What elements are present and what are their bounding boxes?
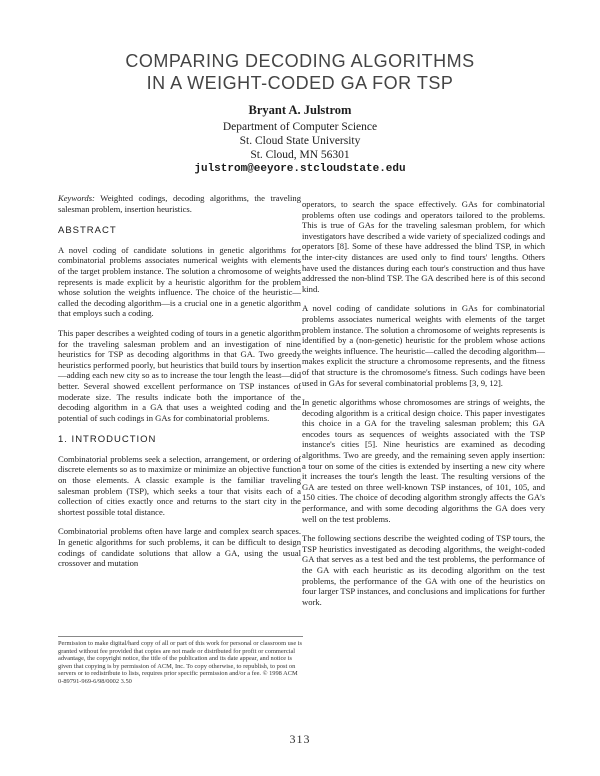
keywords-text: Weighted codings, decoding algorithms, the traveling salesman problem, insertion heuristics. xyxy=(58,193,301,214)
left-column xyxy=(58,193,301,578)
introduction-paragraph: Combinatorial problems seek a selection, arrangement, or ordering of discrete elements so as to maximize or minimize an objective function on those elements. A classic example is the familiar traveling salesman problem (TSP), which seeks a tour that visits each of a collection of cities exactly once and returns to the start city in the shortest possible total distance. xyxy=(58,453,301,517)
abstract-heading: ABSTRACT xyxy=(58,225,117,237)
introduction-heading: 1. INTRODUCTION xyxy=(58,434,157,446)
body-paragraph: In genetic algorithms whose chromosomes are strings of weights, the decoding algorithm is a critical design choice. This paper investigates this choice in a GA for the traveling salesman problem; this GA encodes tours as sequences of weights associated with the TSP instance's cities [5]. Nine heuristics are examined as decoding algorithms. Two are greedy, and the remaining seven apply insertion: a tour on some of the cities is extended by inserting a new city where it increases the tour's length the least. The resulting versions of the GA are tested on three well-known TSP instances, of 101, 105, and 150 cities. The choice of decoding algorithm strongly affects the GA's performance, and with some decoding algorithms the GA does very well on the test problems. xyxy=(302,397,545,524)
right-column xyxy=(302,199,545,616)
author-department: Department of Computer Science xyxy=(222,121,378,133)
author-university: St. Cloud State University xyxy=(239,135,361,147)
paper-title xyxy=(0,50,600,94)
body-paragraph: A novel coding of candidate solutions in GAs for combinatorial problems associates numerical weights with elements of the target problem instance. The solution a chromosome of weights represents is identified by a (non-genetic) heuristic for the problem whose actions the weights influence. The heuristic—called the decoding algorithm—makes explicit the structure a chromosome represents, and the fitness of that structure is the chromosome's fitness. Such codings have been used in GAs for several combinatorial problems [3, 9, 12]. xyxy=(302,303,545,388)
keywords xyxy=(58,193,301,214)
author-email: julstrom@eeyore.stcloudstate.edu xyxy=(194,163,406,175)
author-name: Bryant A. Julstrom xyxy=(248,103,352,117)
title-line-1: COMPARING DECODING ALGORITHMS xyxy=(125,51,475,71)
page-number: 313 xyxy=(289,732,311,746)
body-paragraph: operators, to search the space effectively. GAs for combinatorial problems often use codings and operators tailored to the problems. This is true of GAs for the traveling salesman problem, for which investigators have described a wide variety of specialized codings and operators [8]. Some of these have addressed the blind TSP, in which the inter-city distances are used only to find tours' lengths. Others have used the distances during each tour's construction and thus have addressed the non-blind TSP. The GA described here is of this second kind. xyxy=(302,199,545,294)
abstract-paragraph: A novel coding of candidate solutions in genetic algorithms for combinatorial problems associates numerical weights with elements of the target problem instance. The solution a chromosome of weights represents is made explicit by a heuristic algorithm for the problem whose solution the weights influence. The choice of the heuristic—called the decoding algorithm—is a crucial one in a genetic algorithm that employs such a coding. xyxy=(58,244,301,319)
author-block xyxy=(0,103,600,176)
title-line-2: IN A WEIGHT-CODED GA FOR TSP xyxy=(146,73,454,93)
introduction-paragraph: Combinatorial problems often have large and complex search spaces. In genetic algorithms for such problems, it can be difficult to design codings of candidate solutions that allow a GA, using the usual crossover and mutation xyxy=(58,526,301,569)
body-paragraph: The following sections describe the weighted coding of TSP tours, the TSP heuristics investigated as decoding algorithms, the weight-coded GA that serves as a test bed and the test problems, the performance of the GA with each heuristic as its decoding algorithm on the test problems, the performance of the GA with one of the heuristics on four larger TSP instances, and conclusions and implications for further work. xyxy=(302,533,545,607)
keywords-label: Keywords: xyxy=(58,193,95,203)
copyright-notice: Permission to make digital/hard copy of all or part of this work for personal or classroom use is granted without fee provided that copies are not made or distributed for profit or commercial advantage, the copyright notice, the title of the publication and its date appear, and notice is given that copying is by permission of ACM, Inc. To copy otherwise, to republish, to post on servers or to redistribute to lists, requires prior specific permission and/or a fee. © 1998 ACM 0-89791-969-6/98/0002 3.50 xyxy=(58,636,303,686)
abstract-paragraph: This paper describes a weighted coding of tours in a genetic algorithm for the traveling salesman problem and an investigation of nine heuristics for TSP as decoding algorithms in that GA. Two greedy heuristics performed poorly, but heuristics that build tours by insertion—adding each new city so as to increase the tour length the least—did better. Several showed excellent performance on TSP instances of moderate size. The results indicate both the importance of the decoding algorithm in a GA that uses a weighted coding and the potential of such codings in GAs for combinatorial problems. xyxy=(58,327,301,423)
author-city: St. Cloud, MN 56301 xyxy=(250,149,350,161)
